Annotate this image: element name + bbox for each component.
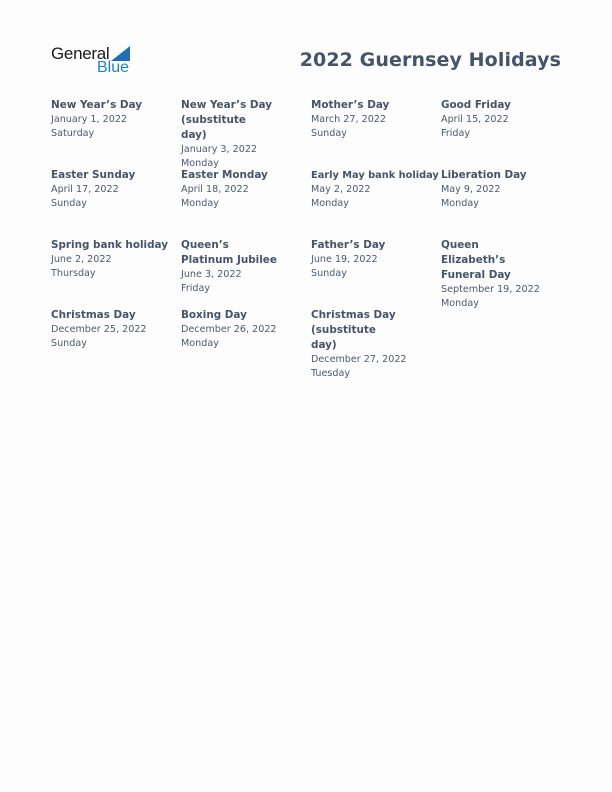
holiday-weekday: Sunday	[51, 338, 87, 349]
holiday-weekday: Sunday	[311, 128, 347, 139]
holiday-weekday: Saturday	[51, 128, 95, 139]
holiday-date: December 26, 2022	[181, 324, 277, 335]
holiday-item	[311, 238, 439, 281]
holiday-name: Queen Elizabeth’s Funeral Day	[441, 239, 511, 281]
holiday-weekday: Monday	[441, 198, 479, 209]
holiday-weekday: Monday	[311, 198, 349, 209]
holiday-name: Liberation Day	[441, 169, 527, 181]
holiday-date: December 27, 2022	[311, 354, 407, 365]
holiday-name: Boxing Day	[181, 309, 247, 321]
holiday-name: Christmas Day	[51, 309, 136, 321]
holiday-item	[311, 308, 439, 381]
holiday-weekday: Tuesday	[311, 368, 351, 379]
holiday-item	[51, 98, 179, 141]
holiday-weekday: Monday	[181, 198, 219, 209]
holiday-item	[311, 98, 439, 141]
holiday-weekday: Friday	[441, 128, 471, 139]
holiday-date: January 3, 2022	[181, 144, 258, 155]
holiday-date: September 19, 2022	[441, 284, 540, 295]
holiday-item	[51, 308, 179, 351]
holiday-row	[51, 308, 571, 378]
holiday-date: June 2, 2022	[51, 254, 112, 265]
holiday-item	[51, 168, 179, 211]
logo-text-general: General	[51, 44, 110, 63]
holiday-date: December 25, 2022	[51, 324, 147, 335]
holiday-name: Easter Monday	[181, 169, 268, 181]
holiday-name: Christmas Day (substitute day)	[311, 309, 396, 351]
holiday-row	[51, 168, 571, 238]
holiday-weekday: Friday	[181, 283, 211, 294]
holiday-item	[51, 238, 179, 281]
holiday-weekday: Monday	[181, 158, 219, 169]
holiday-date: April 17, 2022	[51, 184, 119, 195]
holiday-grid	[51, 98, 571, 378]
holiday-weekday: Monday	[181, 338, 219, 349]
holiday-name: Spring bank holiday	[51, 239, 168, 251]
logo-text-blue: Blue	[97, 59, 130, 76]
holiday-item	[311, 168, 439, 211]
holiday-date: April 15, 2022	[441, 114, 509, 125]
holiday-weekday: Sunday	[51, 198, 87, 209]
holiday-date: June 3, 2022	[181, 269, 242, 280]
holiday-name: Early May bank holiday	[311, 170, 439, 181]
holiday-weekday: Sunday	[311, 268, 347, 279]
holiday-row	[51, 98, 571, 168]
holiday-date: May 2, 2022	[311, 184, 371, 195]
generalblue-logo	[51, 44, 141, 78]
holiday-name: Father’s Day	[311, 239, 386, 251]
holiday-item	[441, 168, 569, 211]
holiday-row	[51, 238, 571, 308]
holiday-item	[181, 308, 309, 351]
holiday-date: April 18, 2022	[181, 184, 249, 195]
page-title: 2022 Guernsey Holidays	[299, 49, 561, 71]
holiday-date: May 9, 2022	[441, 184, 501, 195]
holiday-item	[181, 98, 309, 171]
holiday-name: Queen’s Platinum Jubilee	[181, 239, 277, 266]
holiday-item	[181, 238, 309, 296]
holiday-item	[441, 98, 569, 141]
holiday-date: March 27, 2022	[311, 114, 387, 125]
holiday-item	[441, 238, 569, 311]
holiday-weekday: Monday	[441, 298, 479, 309]
holiday-name: Mother’s Day	[311, 99, 390, 111]
holiday-name: New Year’s Day (substitute day)	[181, 99, 272, 141]
holiday-name: Easter Sunday	[51, 169, 136, 181]
holiday-item	[181, 168, 309, 211]
holiday-date: January 1, 2022	[51, 114, 128, 125]
holiday-weekday: Thursday	[51, 268, 96, 279]
holiday-name: Good Friday	[441, 99, 511, 111]
holiday-name: New Year’s Day	[51, 99, 142, 111]
holiday-date: June 19, 2022	[311, 254, 378, 265]
